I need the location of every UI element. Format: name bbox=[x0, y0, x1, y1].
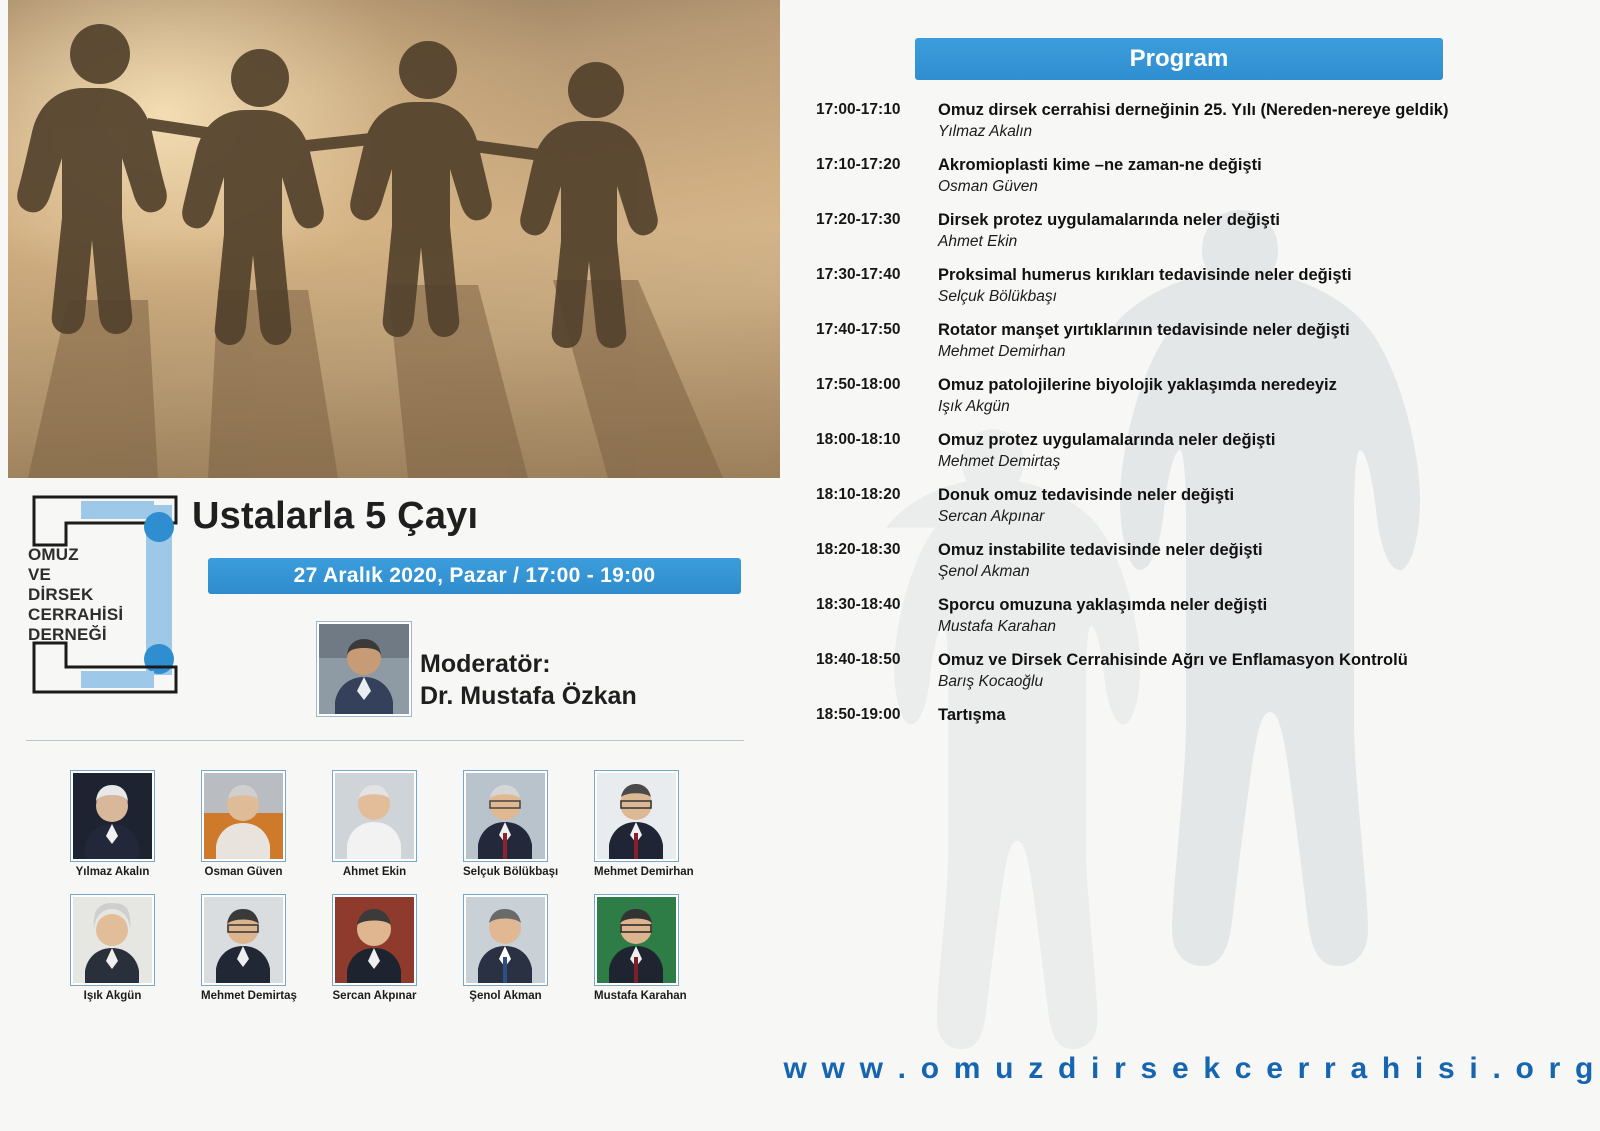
program-item-body bbox=[938, 320, 1586, 362]
program-item bbox=[816, 210, 1586, 252]
program-item-time: 18:00-18:10 bbox=[816, 431, 901, 448]
logo-line-2: VE bbox=[28, 565, 52, 584]
association-logo-text bbox=[28, 545, 158, 645]
program-item-body bbox=[938, 100, 1586, 142]
hero-photo bbox=[8, 0, 780, 478]
program-item bbox=[816, 595, 1586, 637]
program-item-speaker: Mustafa Karahan bbox=[938, 618, 1057, 635]
speaker-card bbox=[463, 894, 548, 1002]
speaker-name: Işık Akgün bbox=[83, 990, 142, 1002]
program-item-body bbox=[938, 210, 1586, 252]
program-item bbox=[816, 650, 1586, 692]
speaker-row bbox=[70, 770, 750, 878]
website-url[interactable]: w w w . o m u z d i r s e k c e r r a h i s i . o r g bbox=[783, 1052, 1597, 1085]
program-item-speaker: Mehmet Demirhan bbox=[938, 343, 1066, 360]
program-item-speaker: Barış Kocaoğlu bbox=[938, 673, 1044, 690]
program-item-title: Dirsek protez uygulamalarında neler değişti bbox=[938, 211, 1281, 229]
speaker-photo bbox=[201, 770, 286, 862]
program-item-speaker: Ahmet Ekin bbox=[938, 233, 1018, 250]
speaker-card bbox=[594, 770, 694, 878]
speaker-card bbox=[332, 770, 417, 878]
program-item-speaker: Osman Güven bbox=[938, 178, 1038, 195]
event-date-bar: 27 Aralık 2020, Pazar / 17:00 - 19:00 bbox=[208, 558, 741, 594]
program-item-body bbox=[938, 595, 1586, 637]
program-item bbox=[816, 485, 1586, 527]
program-item-title: Omuz ve Dirsek Cerrahisinde Ağrı ve Enflamasyon Kontrolü bbox=[938, 651, 1408, 669]
speaker-row bbox=[70, 894, 750, 1002]
left-column bbox=[0, 0, 780, 1131]
speaker-photo bbox=[594, 894, 679, 986]
moderator-photo bbox=[316, 621, 412, 717]
moderator-block bbox=[420, 648, 637, 712]
speaker-photo bbox=[70, 894, 155, 986]
program-item bbox=[816, 375, 1586, 417]
speaker-card bbox=[70, 894, 155, 1002]
program-item-time: 17:20-17:30 bbox=[816, 211, 901, 228]
speaker-name: Şenol Akman bbox=[469, 990, 542, 1002]
program-item-title: Omuz instabilite tedavisinde neler değişti bbox=[938, 541, 1263, 559]
program-item-title: Akromioplasti kime –ne zaman-ne değişti bbox=[938, 156, 1262, 174]
program-item-speaker: Işık Akgün bbox=[938, 398, 1010, 415]
speakers-grid bbox=[70, 770, 750, 1018]
program-item-title: Omuz dirsek cerrahisi derneğinin 25. Yılı (Nereden-nereye geldik) bbox=[938, 101, 1449, 119]
speaker-name: Osman Güven bbox=[204, 866, 283, 878]
speaker-name: Selçuk Bölükbaşı bbox=[463, 866, 559, 878]
event-title: Ustalarla 5 Çayı bbox=[192, 495, 479, 537]
program-item-time: 17:50-18:00 bbox=[816, 376, 901, 393]
program-item-time: 17:30-17:40 bbox=[816, 266, 901, 283]
program-list bbox=[816, 100, 1586, 738]
speaker-card bbox=[201, 770, 286, 878]
logo-line-5: DERNEĞİ bbox=[28, 625, 107, 644]
speaker-card bbox=[594, 894, 687, 1002]
program-item-title: Rotator manşet yırtıklarının tedavisinde neler değişti bbox=[938, 321, 1350, 339]
program-item-speaker: Selçuk Bölükbaşı bbox=[938, 288, 1057, 305]
speaker-card bbox=[463, 770, 559, 878]
program-item-title: Omuz protez uygulamalarında neler değişti bbox=[938, 431, 1276, 449]
program-item-speaker: Şenol Akman bbox=[938, 563, 1030, 580]
speaker-name: Mehmet Demirtaş bbox=[201, 990, 297, 1002]
speaker-card bbox=[201, 894, 297, 1002]
speaker-photo bbox=[332, 894, 417, 986]
speaker-card bbox=[70, 770, 155, 878]
program-item-speaker: Yılmaz Akalın bbox=[938, 123, 1033, 140]
program-item-body bbox=[938, 650, 1586, 692]
program-item bbox=[816, 705, 1586, 725]
program-item bbox=[816, 265, 1586, 307]
program-item-title: Proksimal humerus kırıkları tedavisinde neler değişti bbox=[938, 266, 1352, 284]
program-item bbox=[816, 320, 1586, 362]
speaker-card bbox=[332, 894, 417, 1002]
program-item-body bbox=[938, 485, 1586, 527]
logo-line-4: CERRAHİSİ bbox=[28, 605, 124, 624]
program-item-title: Sporcu omuzuna yaklaşımda neler değişti bbox=[938, 596, 1268, 614]
program-item-title: Tartışma bbox=[938, 706, 1006, 724]
program-item-time: 18:40-18:50 bbox=[816, 651, 901, 668]
speaker-photo bbox=[332, 770, 417, 862]
program-item-time: 18:30-18:40 bbox=[816, 596, 901, 613]
speaker-photo bbox=[594, 770, 679, 862]
program-item-body bbox=[938, 155, 1586, 197]
speaker-name: Mustafa Karahan bbox=[594, 990, 687, 1002]
program-item-body bbox=[938, 375, 1586, 417]
program-item bbox=[816, 155, 1586, 197]
program-item-time: 18:20-18:30 bbox=[816, 541, 901, 558]
logo-line-3: DİRSEK bbox=[28, 585, 94, 604]
program-item bbox=[816, 540, 1586, 582]
program-item-speaker: Mehmet Demirtaş bbox=[938, 453, 1061, 470]
hero-figures bbox=[8, 0, 780, 478]
program-header: Program bbox=[915, 38, 1443, 80]
speaker-photo bbox=[201, 894, 286, 986]
program-item-body bbox=[938, 265, 1586, 307]
moderator-name: Dr. Mustafa Özkan bbox=[420, 682, 637, 710]
program-item-body bbox=[938, 540, 1586, 582]
speaker-name: Mehmet Demirhan bbox=[594, 866, 694, 878]
program-item-body bbox=[938, 430, 1586, 472]
program-item bbox=[816, 100, 1586, 142]
moderator-label-text: Moderatör: bbox=[420, 650, 551, 678]
program-item-title: Omuz patolojilerine biyolojik yaklaşımda neredeyiz bbox=[938, 376, 1337, 394]
speaker-name: Ahmet Ekin bbox=[342, 866, 407, 878]
right-column bbox=[780, 0, 1600, 1131]
program-item-body bbox=[938, 705, 1586, 725]
program-item-title: Donuk omuz tedavisinde neler değişti bbox=[938, 486, 1235, 504]
speaker-name: Yılmaz Akalın bbox=[75, 866, 150, 878]
program-item bbox=[816, 430, 1586, 472]
program-item-time: 17:40-17:50 bbox=[816, 321, 901, 338]
speaker-photo bbox=[70, 770, 155, 862]
program-item-speaker: Sercan Akpınar bbox=[938, 508, 1045, 525]
program-item-time: 17:10-17:20 bbox=[816, 156, 901, 173]
program-item-time: 18:50-19:00 bbox=[816, 706, 901, 723]
program-item-time: 17:00-17:10 bbox=[816, 101, 901, 118]
program-item-time: 18:10-18:20 bbox=[816, 486, 901, 503]
logo-line-1: OMUZ bbox=[28, 545, 79, 564]
speaker-photo bbox=[463, 770, 548, 862]
speaker-name: Sercan Akpınar bbox=[332, 990, 417, 1002]
speaker-photo bbox=[463, 894, 548, 986]
section-divider bbox=[26, 740, 744, 741]
